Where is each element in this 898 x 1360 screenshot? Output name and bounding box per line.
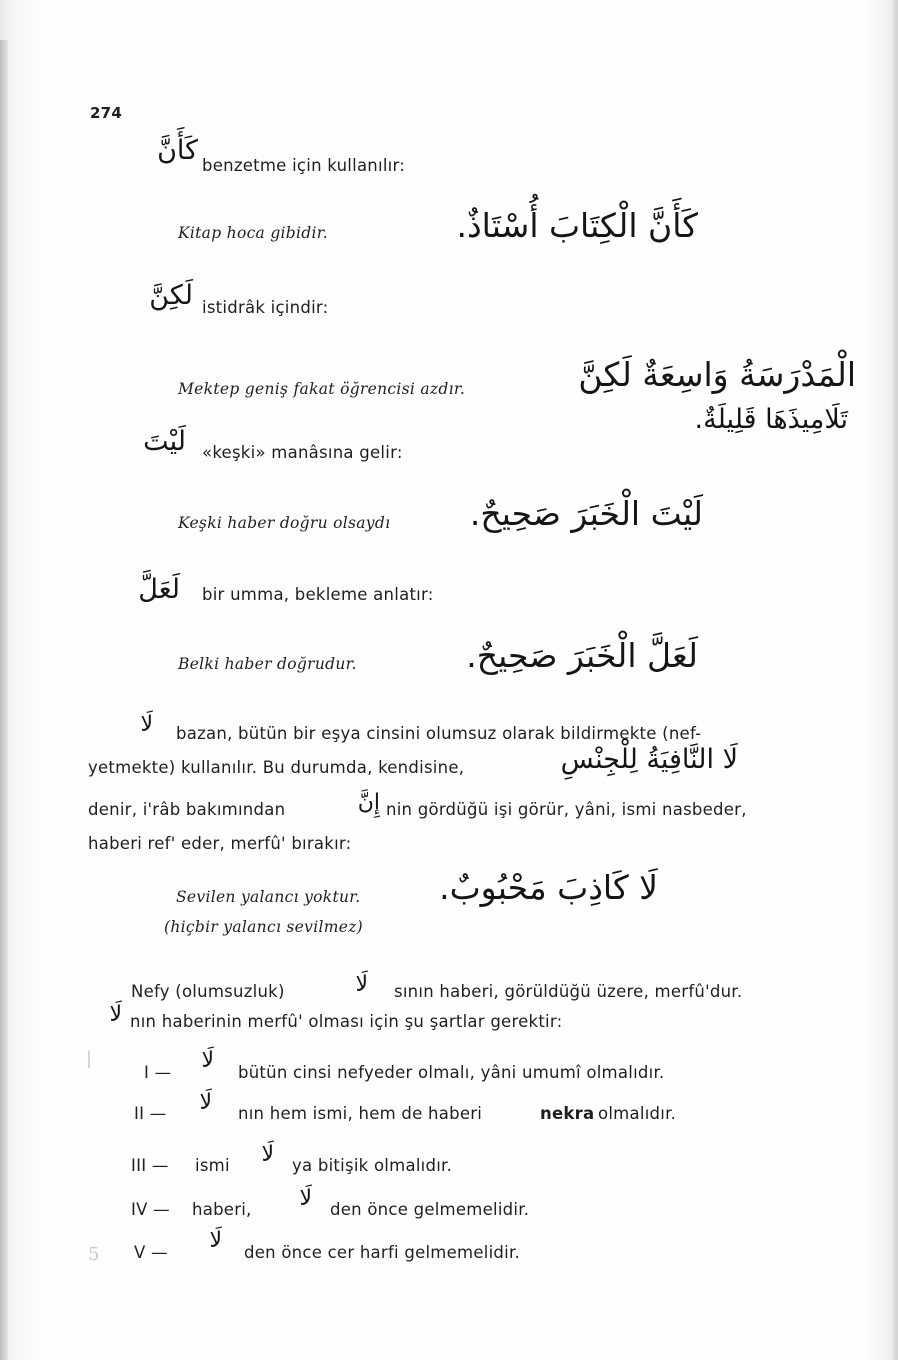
condition-4-text: den önce gelmemelidir. — [330, 1200, 530, 1219]
condition-2-number: II — — [134, 1104, 167, 1123]
example5-tr-line2: (hiçbir yalancı sevilmez) — [164, 918, 364, 936]
block2-example-tr: Mektep geniş fakat öğrencisi azdır. — [178, 380, 466, 398]
arabic-la-inline: لَا — [140, 712, 153, 737]
para1-line3-start: denir, i'râb bakımından — [88, 800, 286, 819]
condition-1-text: bütün cinsi nefyeder olmalı, yâni umumî olmalıdır. — [238, 1063, 665, 1082]
page-shadow-right — [892, 0, 898, 1360]
block2-heading: istidrâk içindir: — [202, 298, 329, 317]
page-shadow-left — [0, 40, 8, 1360]
condition-4-pre: haberi, — [192, 1200, 252, 1219]
arabic-la-nafiya: لَا النَّافِيَةُ لِلْجِنْسِ — [560, 744, 738, 775]
page-number: 274 — [90, 104, 123, 122]
margin-bleed-mark: | — [86, 1048, 93, 1069]
block1-example-tr: Kitap hoca gibidir. — [178, 224, 328, 242]
block4-example-ar: لَعَلَّ الْخَبَرَ صَحِيحٌ. — [466, 636, 698, 675]
condition-2-text-a: nın hem ismi, hem de haberi — [238, 1104, 483, 1123]
condition-2-text-b: olmalıdır. — [598, 1104, 677, 1123]
block3-example-tr: Keşki haber doğru olsaydı — [178, 514, 391, 532]
condition-3-number: III — — [131, 1156, 169, 1175]
condition-5-arabic: لَا — [209, 1228, 222, 1253]
para1-line4: haberi ref' eder, merfû' bırakır: — [88, 834, 352, 853]
condition-5-text: den önce cer harfi gelmemelidir. — [244, 1243, 520, 1262]
arabic-inna-inline: إِنَّ — [357, 790, 380, 815]
block3-heading: «keşki» manâsına gelir: — [202, 443, 403, 462]
condition-3-pre: ismi — [195, 1156, 230, 1175]
block4-example-tr: Belki haber doğrudur. — [178, 655, 357, 673]
example5-ar: لَا كَاذِبَ مَحْبُوبٌ. — [439, 868, 658, 907]
para2-line1-end: sının haberi, görüldüğü üzere, merfû'dur. — [394, 982, 743, 1001]
para2-line1-start: Nefy (olumsuzluk) — [131, 982, 285, 1001]
para1-line3-end: nin gördüğü işi görür, yâni, ismi nasbeder, — [386, 800, 747, 819]
condition-3-arabic: لَا — [261, 1142, 274, 1167]
block2-example-ar-line2: تَلَامِيذَهَا قَلِيلَةٌ. — [694, 404, 848, 435]
para1-line1: bazan, bütün bir eşya cinsini olumsuz olarak bildirmekte (nef- — [176, 724, 702, 743]
arabic-la-inline-2: لَا — [355, 972, 368, 997]
block4-heading: bir umma, bekleme anlatır: — [202, 585, 434, 604]
arabic-kaanna-head: كَأَنَّ — [157, 135, 198, 166]
block1-example-ar: كَأَنَّ الْكِتَابَ أُسْتَاذٌ. — [456, 206, 698, 245]
condition-3-text: ya bitişik olmalıdır. — [292, 1156, 453, 1175]
example5-tr-line1: Sevilen yalancı yoktur. — [176, 888, 361, 906]
arabic-la-inline-3: لَا — [109, 1002, 122, 1027]
para2-line2: nın haberinin merfû' olması için şu şartlar gerektir: — [130, 1012, 563, 1031]
arabic-lakinna-head: لَكِنَّ — [149, 280, 193, 311]
block2-example-ar-line1: الْمَدْرَسَةُ وَاسِعَةٌ لَكِنَّ — [578, 355, 856, 394]
condition-5-number: V — — [134, 1243, 168, 1262]
block3-example-ar: لَيْتَ الْخَبَرَ صَحِيحٌ. — [469, 494, 703, 533]
condition-1-arabic: لَا — [201, 1048, 214, 1073]
arabic-layta-head: لَيْتَ — [143, 426, 186, 457]
arabic-laalla-head: لَعَلَّ — [138, 574, 180, 605]
condition-4-number: IV — — [131, 1200, 170, 1219]
para1-line2: yetmekte) kullanılır. Bu durumda, kendisine, — [88, 758, 465, 777]
condition-2-arabic: لَا — [199, 1090, 212, 1115]
condition-4-arabic: لَا — [299, 1186, 312, 1211]
condition-2-text-bold: nekra — [540, 1104, 595, 1123]
block1-heading: benzetme için kullanılır: — [202, 156, 406, 175]
margin-bleed-mark: 5 — [88, 1244, 100, 1265]
condition-1-number: I — — [144, 1063, 172, 1082]
